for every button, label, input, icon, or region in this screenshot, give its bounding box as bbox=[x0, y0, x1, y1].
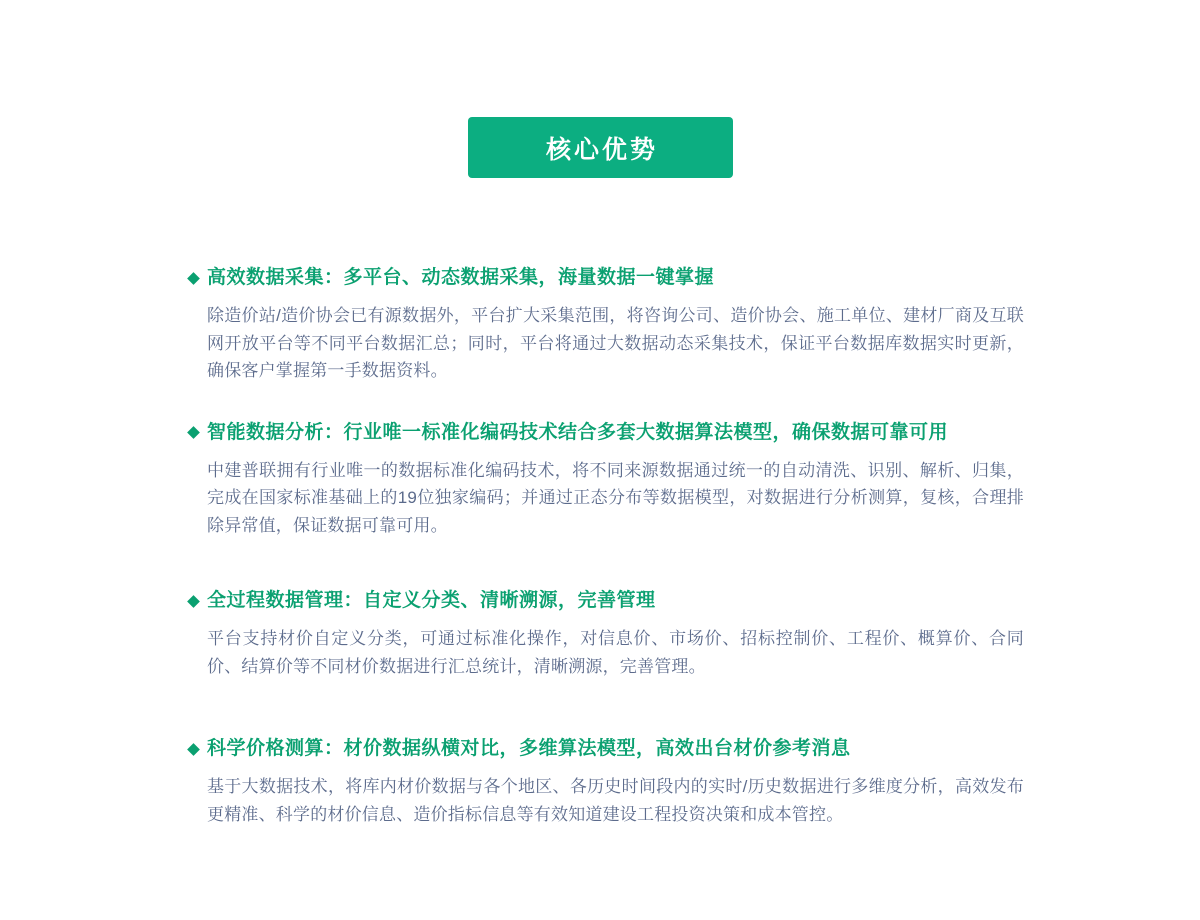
advantage-body: 基于大数据技术，将库内材价数据与各个地区、各历史时间段内的实时/历史数据进行多维度分析，高效发布更精准、科学的材价信息、造价指标信息等有效知道建设工程投资决策和成本管控。 bbox=[207, 777, 1024, 824]
advantage-heading-text: 科学价格测算：材价数据纵横对比，多维算法模型，高效出台材价参考消息 bbox=[207, 738, 851, 759]
advantage-heading bbox=[188, 420, 1024, 446]
diamond-bullet-icon bbox=[187, 272, 200, 285]
advantage-heading bbox=[188, 265, 1024, 291]
diamond-bullet-icon bbox=[187, 743, 200, 756]
advantage-heading-text: 高效数据采集：多平台、动态数据采集，海量数据一键掌握 bbox=[207, 267, 715, 288]
advantage-body: 除造价站/造价协会已有源数据外，平台扩大采集范围，将咨询公司、造价协会、施工单位、建材厂商及互联网开放平台等不同平台数据汇总；同时，平台将通过大数据动态采集技术，保证平台数据库数据实时更新，确保客户掌握第一手数据资料。 bbox=[207, 306, 1024, 380]
advantages-list bbox=[188, 265, 1024, 828]
advantage-section-price-calculation bbox=[188, 736, 1024, 828]
page-title: 核心优势 bbox=[545, 135, 658, 164]
advantage-body: 中建普联拥有行业唯一的数据标准化编码技术，将不同来源数据通过统一的自动清洗、识别、解析、归集，完成在国家标准基础上的19位独家编码；并通过正态分布等数据模型，对数据进行分析测算，复核，合理排除异常值，保证数据可靠可用。 bbox=[207, 460, 1024, 535]
advantage-section-data-analysis bbox=[188, 420, 1024, 540]
diamond-bullet-icon bbox=[187, 595, 200, 608]
advantage-heading bbox=[188, 736, 1024, 762]
advantage-heading bbox=[188, 588, 1024, 614]
advantage-heading-text: 全过程数据管理：自定义分类、清晰溯源，完善管理 bbox=[207, 590, 656, 611]
diamond-bullet-icon bbox=[187, 426, 200, 439]
core-advantages-banner bbox=[468, 117, 733, 178]
advantage-section-data-collection bbox=[188, 265, 1024, 385]
advantage-heading-text: 智能数据分析：行业唯一标准化编码技术结合多套大数据算法模型，确保数据可靠可用 bbox=[207, 421, 949, 443]
advantage-section-data-management bbox=[188, 588, 1024, 680]
advantage-body: 平台支持材价自定义分类，可通过标准化操作，对信息价、市场价、招标控制价、工程价、概算价、合同价、结算价等不同材价数据进行汇总统计，清晰溯源，完善管理。 bbox=[207, 629, 1024, 676]
